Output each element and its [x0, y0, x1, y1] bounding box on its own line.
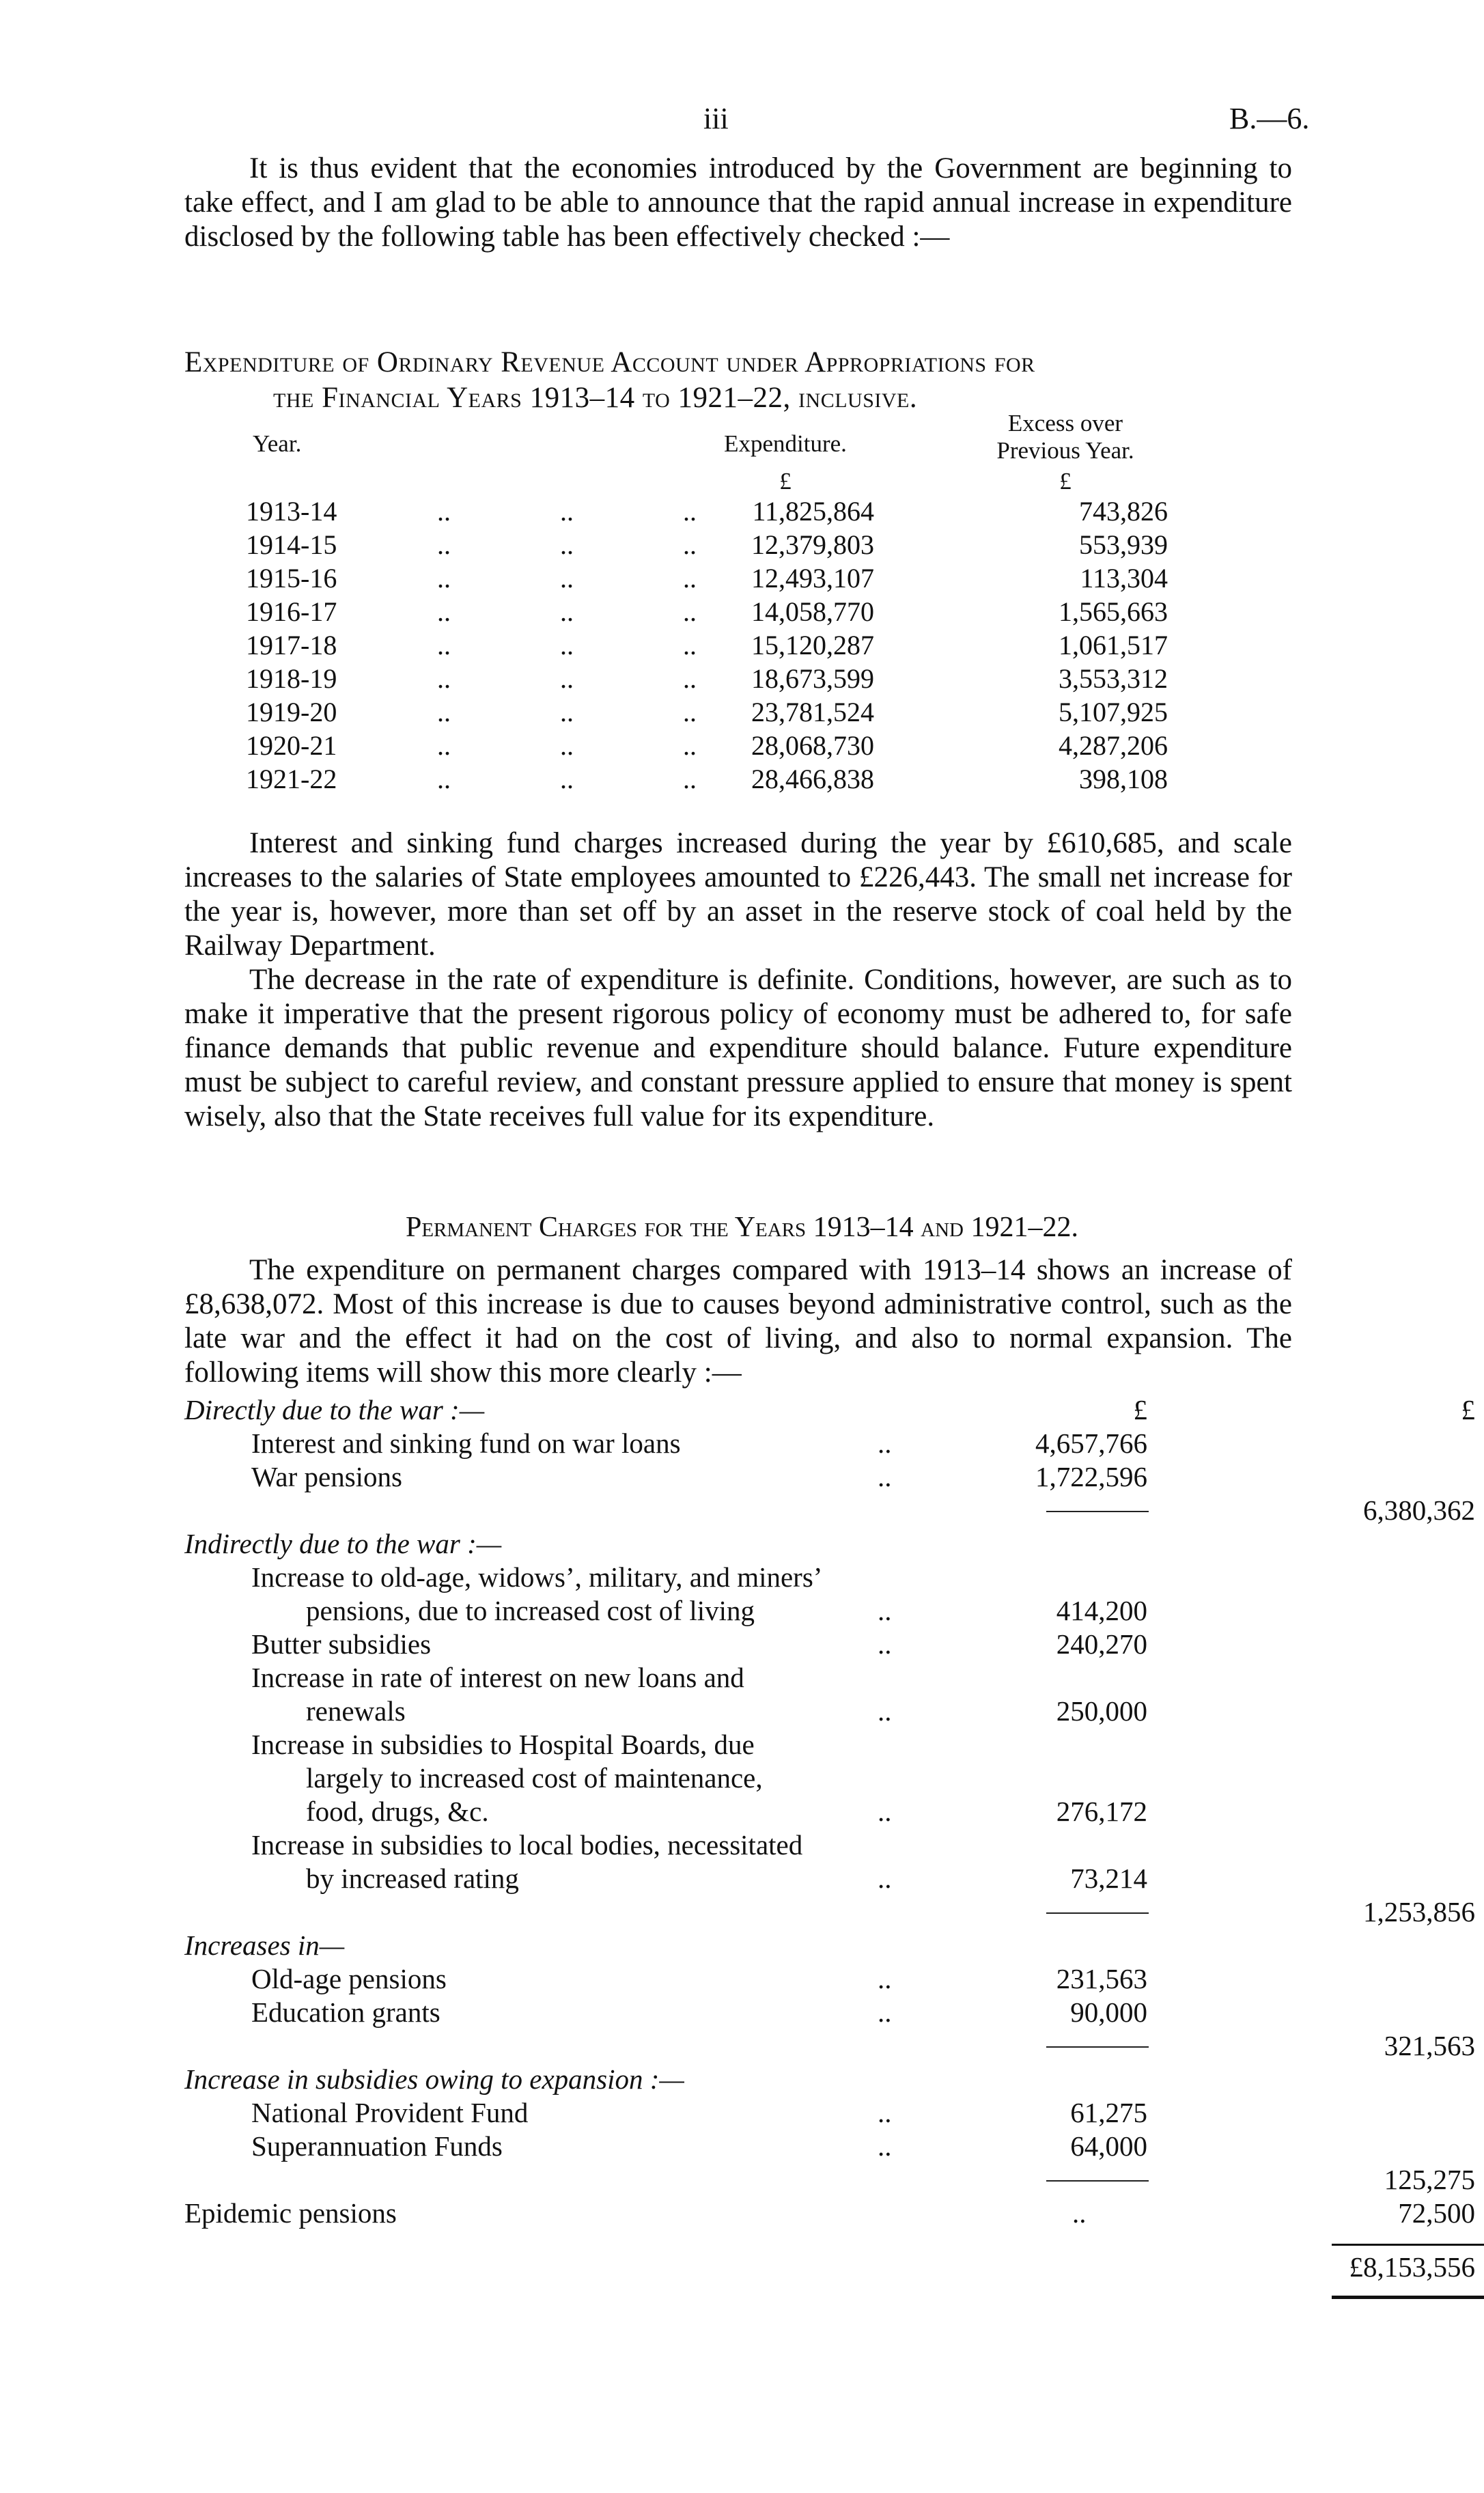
leader: .. [437, 596, 451, 627]
leader: .. [683, 663, 697, 694]
item-label: Old-age pensions [251, 1963, 447, 1994]
leader: .. [437, 764, 451, 794]
title-line-2: the Financial Years 1913–14 to 1921–22, inclusive. [273, 382, 918, 414]
decrease-paragraph: The decrease in the rate of expenditure is definite. Conditions, however, are such as to make it imperative that the present rigorous policy of economy must be adhered to, for safe finance demands that public revenue and expenditure should balance. Future expenditure must be subject to careful review, and constant pressure applied to ensure that money is spent wisely, also that the State receives full value for its expenditure. [184, 964, 1292, 1132]
charge-row [184, 1695, 1298, 1728]
leader: .. [437, 697, 451, 727]
charge-row [184, 1895, 1475, 1929]
item-label: Epidemic pensions [184, 2197, 397, 2229]
item-label: National Provident Fund [251, 2097, 529, 2128]
col-header-excess-line2: Previous Year. [996, 437, 1134, 464]
subtotal-rule [1046, 2046, 1149, 2048]
table-row [246, 529, 1270, 562]
leader-dots: .. [878, 1595, 892, 1626]
unit-column-1: £ [1133, 1394, 1147, 1425]
leader: .. [437, 630, 451, 660]
item-amount: 64,000 [1070, 2130, 1147, 2162]
leader: .. [437, 663, 451, 694]
charge-row [184, 1460, 1298, 1494]
excess-cell: 3,553,312 [1059, 663, 1168, 694]
item-amount: 90,000 [1070, 1996, 1147, 2028]
item-label: pensions, due to increased cost of living [306, 1595, 755, 1626]
charge-row [184, 1862, 1298, 1895]
subtotal-amount: 321,563 [1384, 2030, 1475, 2061]
excess-cell: 553,939 [1079, 529, 1168, 560]
unit-excess: £ [1059, 468, 1072, 495]
expenditure-cell: 11,825,864 [752, 496, 874, 527]
leader-dots: .. [878, 1628, 892, 1660]
charge-row [184, 1828, 1298, 1862]
leader: .. [683, 596, 697, 627]
subtotal-amount: 6,380,362 [1363, 1494, 1475, 1526]
col-header-excess [949, 410, 1181, 464]
item-amount: 414,200 [1056, 1595, 1147, 1626]
leader: .. [683, 764, 697, 794]
excess-cell: 4,287,206 [1059, 730, 1168, 761]
leader: .. [560, 730, 574, 761]
excess-cell: 113,304 [1080, 563, 1168, 594]
item-label: renewals [306, 1695, 406, 1727]
item-label: Increase in rate of interest on new loans and [251, 1662, 744, 1693]
category-label: Increases in— [184, 1930, 345, 1961]
unit-expenditure: £ [779, 468, 792, 495]
unit-column-2: £ [1461, 1394, 1475, 1425]
charge-row [184, 1628, 1298, 1661]
leader: .. [683, 697, 697, 727]
leader-dots: .. [878, 1996, 892, 2028]
table-row [246, 696, 1270, 729]
title-line-1: Expenditure of Ordinary Revenue Account under Appropriations for [184, 346, 1035, 378]
category-label: Directly due to the war :— [184, 1394, 485, 1425]
total-rule [1332, 2244, 1484, 2246]
item-amount: 250,000 [1056, 1695, 1147, 1727]
leader: .. [683, 529, 697, 560]
excess-cell: 1,565,663 [1059, 596, 1168, 627]
expenditure-cell: 12,379,803 [751, 529, 874, 560]
leader-dots: .. [878, 1427, 892, 1459]
leader: .. [560, 496, 574, 527]
expenditure-cell: 12,493,107 [751, 563, 874, 594]
expenditure-cell: 28,466,838 [751, 764, 874, 794]
permanent-charges-paragraph: The expenditure on permanent charges compared with 1913–14 shows an increase of £8,638,072. Most of this increase is due to causes beyond administrative control, such as the late war and the effect it had on the cost of living, and also to normal expansion. The following items will show this more clearly :— [184, 1254, 1292, 1389]
year-cell: 1920-21 [246, 730, 337, 761]
permanent-charges-title: Permanent Charges for the Years 1913–14 and 1921–22. [405, 1212, 1078, 1243]
year-cell: 1914-15 [246, 529, 337, 560]
charge-row [184, 1795, 1298, 1828]
table-row [246, 596, 1270, 629]
charge-row [184, 2063, 1298, 2096]
expenditure-cell: 18,673,599 [751, 663, 874, 694]
leader: .. [683, 730, 697, 761]
leader-dots: .. [878, 1796, 892, 1827]
category-label: Indirectly due to the war :— [184, 1528, 502, 1559]
charge-row [184, 1929, 1298, 1962]
excess-cell: 743,826 [1079, 496, 1168, 527]
item-amount: 1,722,596 [1035, 1461, 1147, 1492]
expenditure-table-title [184, 345, 1292, 416]
intro-paragraph: It is thus evident that the economies introduced by the Government are beginning to take effect, and I am glad to be able to announce that the rapid annual increase in expenditure disclosed by the following table has been effectively checked :— [184, 152, 1292, 253]
subtotal-rule [1046, 2180, 1149, 2182]
year-cell: 1913-14 [246, 496, 337, 527]
table-row [246, 629, 1270, 663]
charge-row [184, 1728, 1298, 1761]
leader: .. [683, 630, 697, 660]
interest-paragraph: Interest and sinking fund charges increased during the year by £610,685, and scale increases to the salaries of State employees amounted to £226,443. The small net increase for the year is, however, more than set off by an asset in the reserve stock of coal held by the Railway Department. [184, 827, 1292, 962]
item-label: Butter subsidies [251, 1628, 432, 1660]
col-header-excess-line1: Excess over [1007, 410, 1123, 436]
expenditure-cell: 15,120,287 [751, 630, 874, 660]
item-label: War pensions [251, 1461, 403, 1492]
leader: .. [437, 496, 451, 527]
charge-row [184, 1594, 1298, 1628]
excess-cell: 1,061,517 [1059, 630, 1168, 660]
leader: .. [560, 764, 574, 794]
excess-cell: 398,108 [1079, 764, 1168, 794]
charge-row [184, 2163, 1475, 2197]
expenditure-table [246, 410, 1270, 796]
table-row [246, 495, 1270, 529]
table-row [246, 562, 1270, 596]
charge-row [184, 2230, 1475, 2292]
item-amount: 231,563 [1056, 1963, 1147, 1994]
permanent-charges-table [184, 1393, 1475, 2305]
charge-row [184, 1996, 1298, 2029]
item-label: Interest and sinking fund on war loans [251, 1427, 681, 1459]
table-row [246, 763, 1270, 796]
table-body [246, 495, 1270, 796]
leader-dots: .. [878, 2097, 892, 2128]
leader-dots: .. [878, 2130, 892, 2162]
item-label: Increase to old-age, widows’, military, and miners’ [251, 1561, 823, 1593]
document-reference: B.—6. [1229, 102, 1310, 135]
item-label: Increase in subsidies to local bodies, necessitated [251, 1829, 803, 1861]
expenditure-cell: 14,058,770 [751, 596, 874, 627]
leader: .. [560, 529, 574, 560]
year-cell: 1916-17 [246, 596, 337, 627]
item-label: Education grants [251, 1996, 440, 2028]
item-amount: 72,500 [1398, 2197, 1475, 2229]
item-amount: 4,657,766 [1035, 1427, 1147, 1459]
charge-row [184, 2292, 1298, 2305]
leader: .. [560, 697, 574, 727]
leader-dots: .. [878, 1695, 892, 1727]
subtotal-rule [1046, 1912, 1149, 1914]
item-amount: 276,172 [1056, 1796, 1147, 1827]
leader-dots: .. [878, 1863, 892, 1894]
charge-row [184, 1962, 1298, 1996]
item-label: by increased rating [306, 1863, 519, 1894]
col-header-year: Year. [253, 430, 302, 457]
charge-row [184, 1561, 1298, 1594]
charge-row [184, 2130, 1298, 2163]
page-number: iii [703, 102, 729, 135]
charge-row [184, 1494, 1475, 1527]
expenditure-cell: 28,068,730 [751, 730, 874, 761]
leader-dots: .. [1072, 2197, 1087, 2229]
charge-row [184, 1527, 1298, 1561]
charge-row [184, 1761, 1298, 1795]
year-cell: 1919-20 [246, 697, 337, 727]
leader: .. [560, 563, 574, 594]
item-label: Increase in subsidies to Hospital Boards, due [251, 1729, 755, 1760]
leader: .. [437, 730, 451, 761]
expenditure-cell: 23,781,524 [751, 697, 874, 727]
charge-row [184, 2096, 1298, 2130]
charge-row [184, 1427, 1298, 1460]
subtotal-amount: 1,253,856 [1363, 1896, 1475, 1927]
leader-dots: .. [878, 1461, 892, 1492]
charge-row [184, 2197, 1475, 2230]
leader: .. [437, 563, 451, 594]
item-amount: 240,270 [1056, 1628, 1147, 1660]
charge-row [184, 1393, 1475, 1427]
leader: .. [437, 529, 451, 560]
item-label: Superannuation Funds [251, 2130, 503, 2162]
year-cell: 1917-18 [246, 630, 337, 660]
leader: .. [560, 630, 574, 660]
item-label: largely to increased cost of maintenance, [306, 1762, 763, 1794]
item-label: food, drugs, &c. [306, 1796, 489, 1827]
excess-cell: 5,107,925 [1059, 697, 1168, 727]
charge-row [184, 2029, 1475, 2063]
leader: .. [560, 663, 574, 694]
table-row [246, 729, 1270, 763]
leader: .. [683, 496, 697, 527]
category-label: Increase in subsidies owing to expansion :— [184, 2063, 684, 2095]
year-cell: 1915-16 [246, 563, 337, 594]
year-cell: 1921-22 [246, 764, 337, 794]
grand-total: £8,153,556 [1349, 2251, 1475, 2283]
col-header-expenditure: Expenditure. [724, 430, 847, 457]
charge-row [184, 1661, 1298, 1695]
table-header [246, 410, 1270, 495]
year-cell: 1918-19 [246, 663, 337, 694]
leader: .. [683, 563, 697, 594]
double-rule [1332, 2296, 1484, 2299]
leader: .. [560, 596, 574, 627]
item-amount: 61,275 [1070, 2097, 1147, 2128]
subtotal-rule [1046, 1511, 1149, 1512]
leader-dots: .. [878, 1963, 892, 1994]
subtotal-amount: 125,275 [1384, 2164, 1475, 2195]
item-amount: 73,214 [1070, 1863, 1147, 1894]
table-row [246, 663, 1270, 696]
